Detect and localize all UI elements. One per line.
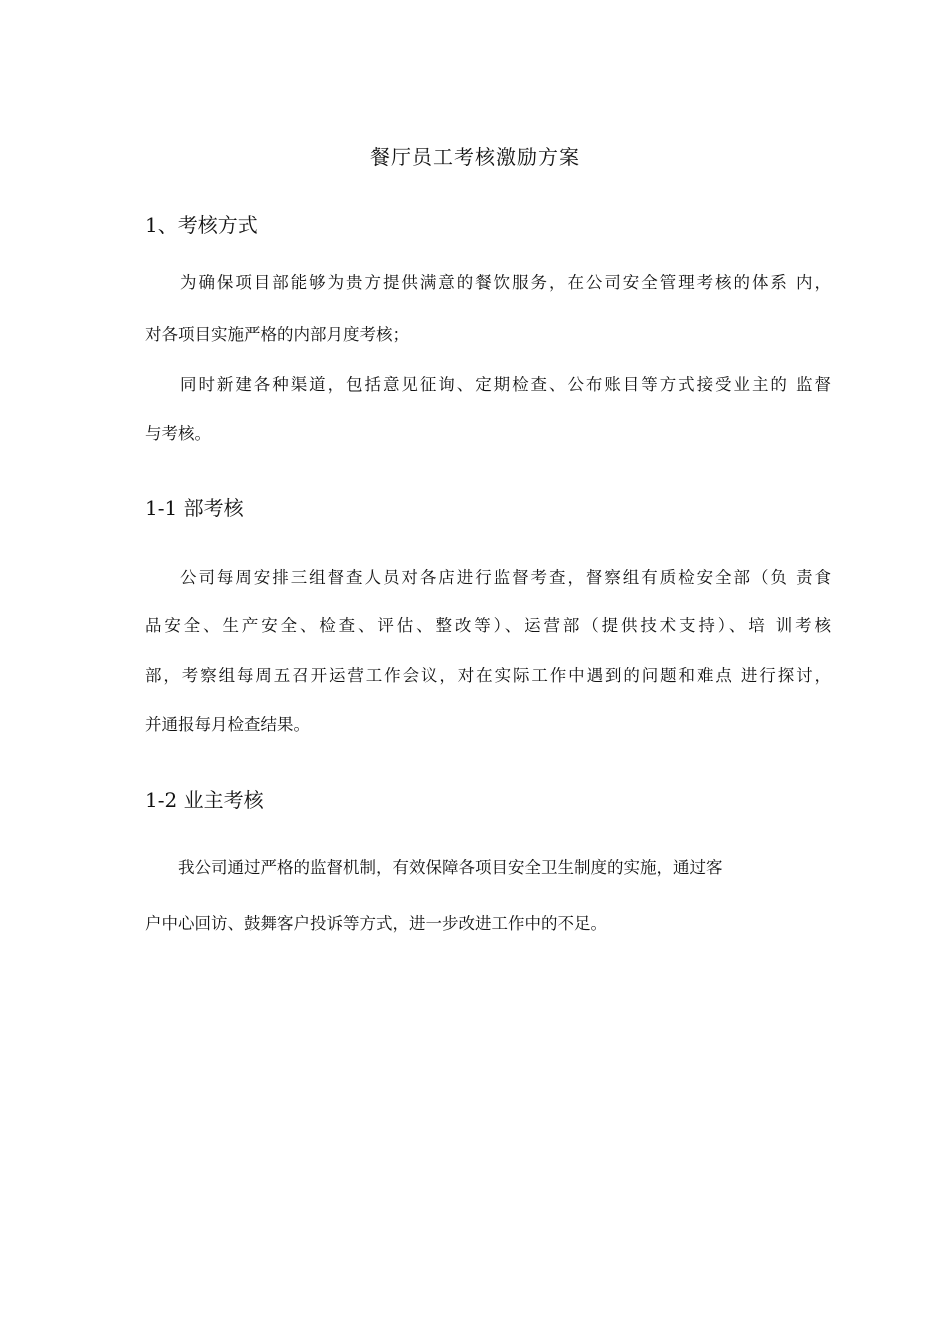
paragraph-line: 对各项目实施严格的内部月度考核； xyxy=(145,325,409,344)
paragraph-line: 我公司通过严格的监督机制，有效保障各项目安全卫生制度的实施，通过客 xyxy=(178,858,723,877)
paragraph-line: 公司每周安排三组督查人员对各店进行监督考查，督察组有质检安全部（负 责食 xyxy=(180,568,831,587)
paragraph-line: 与考核。 xyxy=(145,424,211,443)
paragraph-line: 并通报每月检查结果。 xyxy=(145,715,310,734)
paragraph-line: 为确保项目部能够为贵方提供满意的餐饮服务，在公司安全管理考核的体系 内， xyxy=(180,273,831,292)
paragraph-line: 同时新建各种渠道，包括意见征询、定期检查、公布账目等方式接受业主的 监督 xyxy=(180,375,831,394)
paragraph-line: 部，考察组每周五召开运营工作会议，对在实际工作中遇到的问题和难点 进行探讨， xyxy=(145,666,831,685)
section-heading-department-assessment: 1-1 部考核 xyxy=(145,496,244,520)
paragraph-line: 品安全、生产安全、检查、评估、整改等）、运营部（提供技术支持）、培 训考核 xyxy=(145,616,831,635)
paragraph-line: 户中心回访、鼓舞客户投诉等方式，进一步改进工作中的不足。 xyxy=(145,914,607,933)
document-title: 餐厅员工考核激励方案 xyxy=(370,145,580,169)
section-heading-assessment-method: 1、考核方式 xyxy=(145,213,258,237)
section-heading-owner-assessment: 1-2 业主考核 xyxy=(145,788,264,812)
